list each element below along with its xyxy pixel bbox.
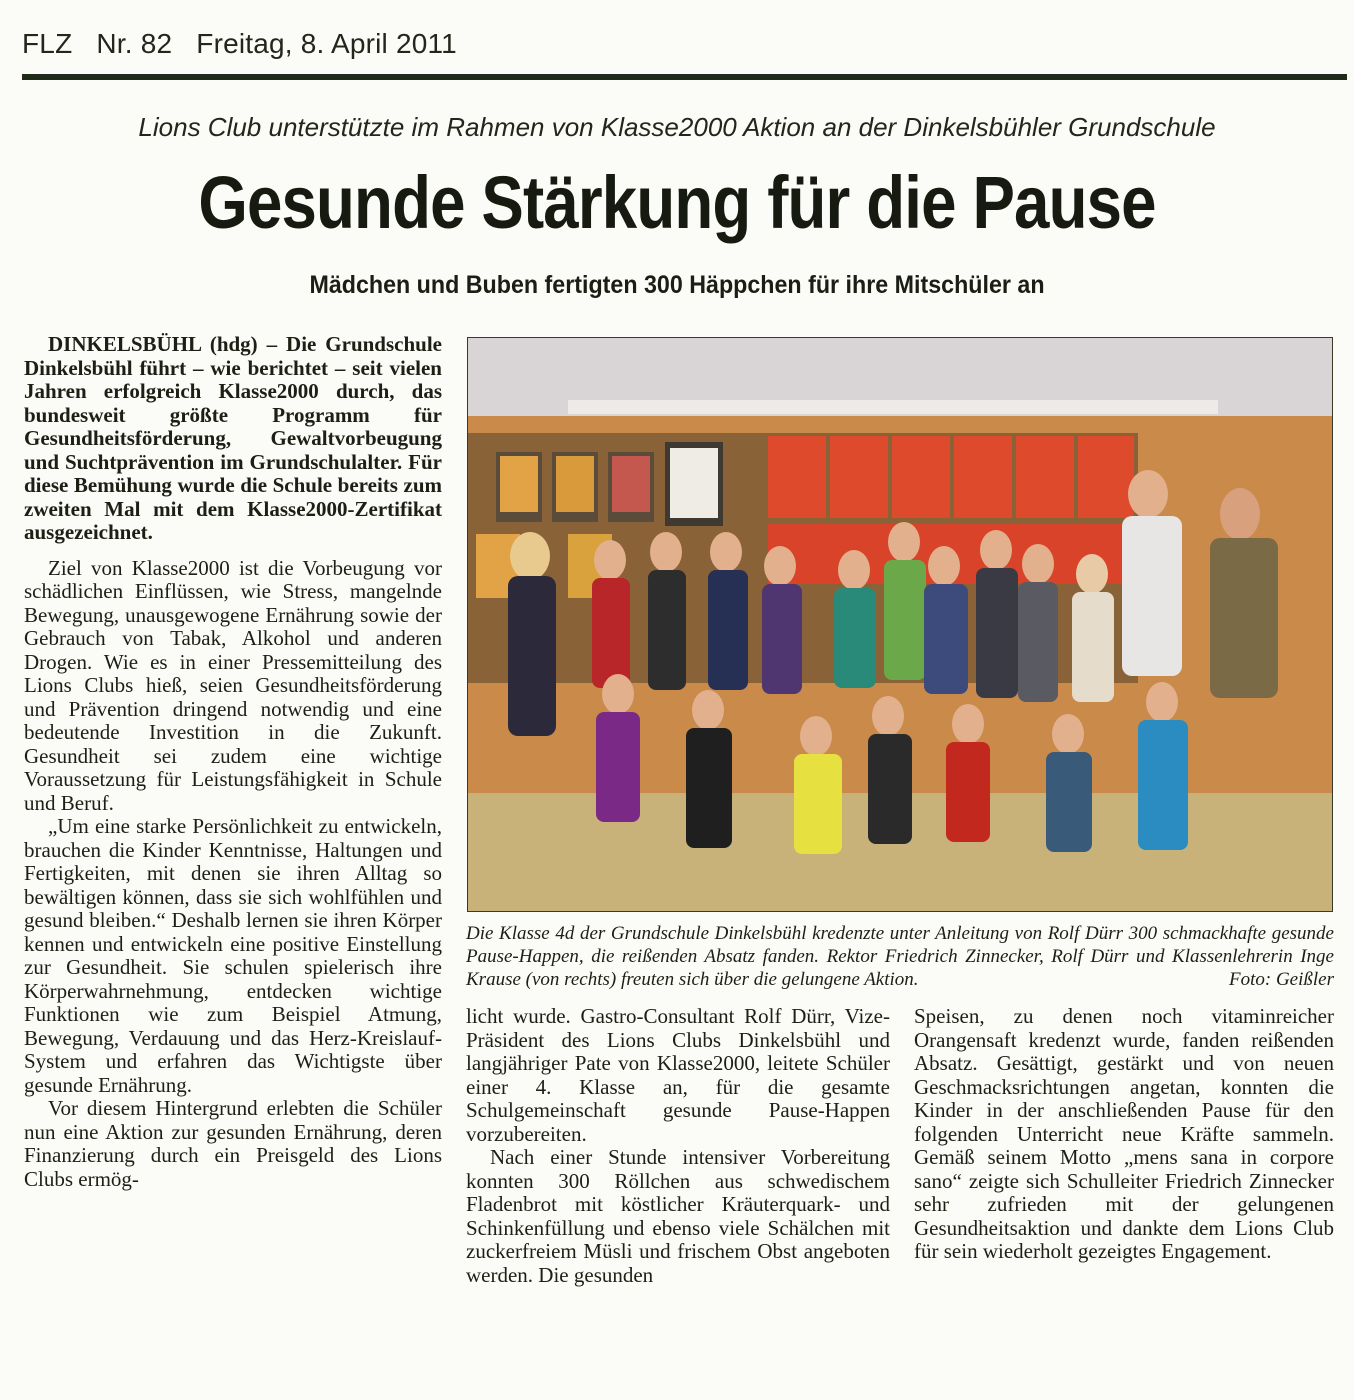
issue-number: Nr. 82	[96, 28, 173, 59]
body-column-1	[24, 333, 442, 1393]
group-photo-illustration	[468, 338, 1333, 912]
body-paragraph: Nach einer Stunde intensiver Vorbereitung konnten 300 Röllchen aus schwedischem Fladenbrot mit köstlicher Kräuterquark- und Schinkenfüllung und ebenso viele Schälchen mit zuckerfreiem Müsli und frischem Obst angeboten werden. Die gesunden	[466, 1145, 890, 1287]
article-headline: Gesunde Stärkung für die Pause	[198, 161, 1156, 244]
paper-name: FLZ	[22, 28, 73, 59]
body-column-2	[466, 1005, 890, 1287]
photo-caption	[466, 922, 1334, 991]
body-paragraph: Ziel von Klasse2000 ist die Vorbeugung vor schädlichen Einflüssen, wie Stress, mangelnde Bewegung, unausgewogene Ernährung sowie der Gebrauch von Tabak, Alkohol und anderen Drogen. Wie es in einer Pressemitteilung des Lions Clubs hieß, seien Gesundheitsförderung und Prävention dringend notwendig und eine bedeutende Investition in die Zukunft. Gesundheit sei zudem eine wichtige Voraussetzung für Leistungsfähigkeit in Schule und Beruf.	[24, 555, 442, 815]
lower-columns	[466, 1005, 1334, 1287]
publication-date: Freitag, 8. April 2011	[196, 28, 457, 59]
ceiling-light	[568, 400, 1218, 414]
right-text-block	[466, 922, 1334, 1398]
article-kicker: Lions Club unterstützte im Rahmen von Klasse2000 Aktion an der Dinkelsbühler Grundschule	[138, 112, 1216, 142]
caption-text: Die Klasse 4d der Grundschule Dinkelsbühl kredenzte unter Anleitung von Rolf Dürr 300 schmackhafte gesunde Pause-Happen, die reißenden Absatz fanden. Rektor Friedrich Zinnecker, Rolf Dürr und Klassenlehrerin Inge Krause (von rechts) freuten sich über die gelungene Aktion.	[466, 923, 1334, 990]
body-paragraph: „Um eine starke Persönlichkeit zu entwickeln, brauchen die Kinder Kenntnisse, Haltungen und Fertigkeiten, mit denen sie ihren Alltag so bewältigen können, dass sie sich wohlfühlen und gesund bleiben.“ Deshalb lernen sie ihren Körper kennen und entwickeln eine positive Einstellung zur Gesundheit. Sie schulen spielerisch ihre Körperwahrnehmung, entdecken wichtige Funktionen wie zum Beispiel Atmung, Bewegung, Verdauung und das Herz-Kreislauf-System und erfahren das Wichtigste über gesunde Ernährung.	[24, 814, 442, 1097]
lead-paragraph: DINKELSBÜHL (hdg) – Die Grundschule Dinkelsbühl führt – wie berichtet – seit vielen Jahren erfolgreich Klasse2000 durch, das bundesweit größte Programm für Gesundheitsförderung, Gewaltvorbeugung und Suchtprävention im Grundschulalter. Für diese Bemühung wurde die Schule bereits zum zweiten Mal mit dem Klasse2000-Zertifikat ausgezeichnet.	[24, 333, 442, 544]
masthead	[22, 28, 473, 60]
masthead-rule	[22, 74, 1347, 80]
photo-credit: Foto: Geißler	[1228, 969, 1334, 990]
body-column-3	[914, 1005, 1334, 1287]
article-subheadline: Mädchen und Buben fertigten 300 Häppchen für ihre Mitschüler an	[309, 271, 1045, 299]
article-photo	[467, 337, 1333, 912]
body-paragraph: licht wurde. Gastro-Consultant Rolf Dürr, Vize-Präsident des Lions Clubs Dinkelsbühl und langjähriger Pate von Klasse2000, leitete Schüler einer 4. Klasse an, für die gesamte Schulgemeinschaft gesunde Pause-Happen vorzubereiten.	[466, 1004, 890, 1146]
body-paragraph: Vor diesem Hintergrund erlebten die Schüler nun eine Aktion zur gesunden Ernährung, deren Finanzierung durch ein Preisgeld des Lions Clubs ermög-	[24, 1096, 442, 1191]
body-paragraph: Speisen, zu denen noch vitaminreicher Orangensaft kredenzt wurde, fanden reißenden Absatz. Gesättigt, gestärkt und von neuen Geschmacksrichtungen angetan, konnten die Kinder in der anschließenden Pause für den folgenden Unterricht neue Kräfte sammeln. Gemäß seinem Motto „mens sana in corpore sano“ zeigte sich Schulleiter Friedrich Zinnecker sehr zufrieden mit der gelungenen Gesundheitsaktion und dankte dem Lions Club für sein wiederholt gezeigtes Engagement.	[914, 1004, 1334, 1263]
